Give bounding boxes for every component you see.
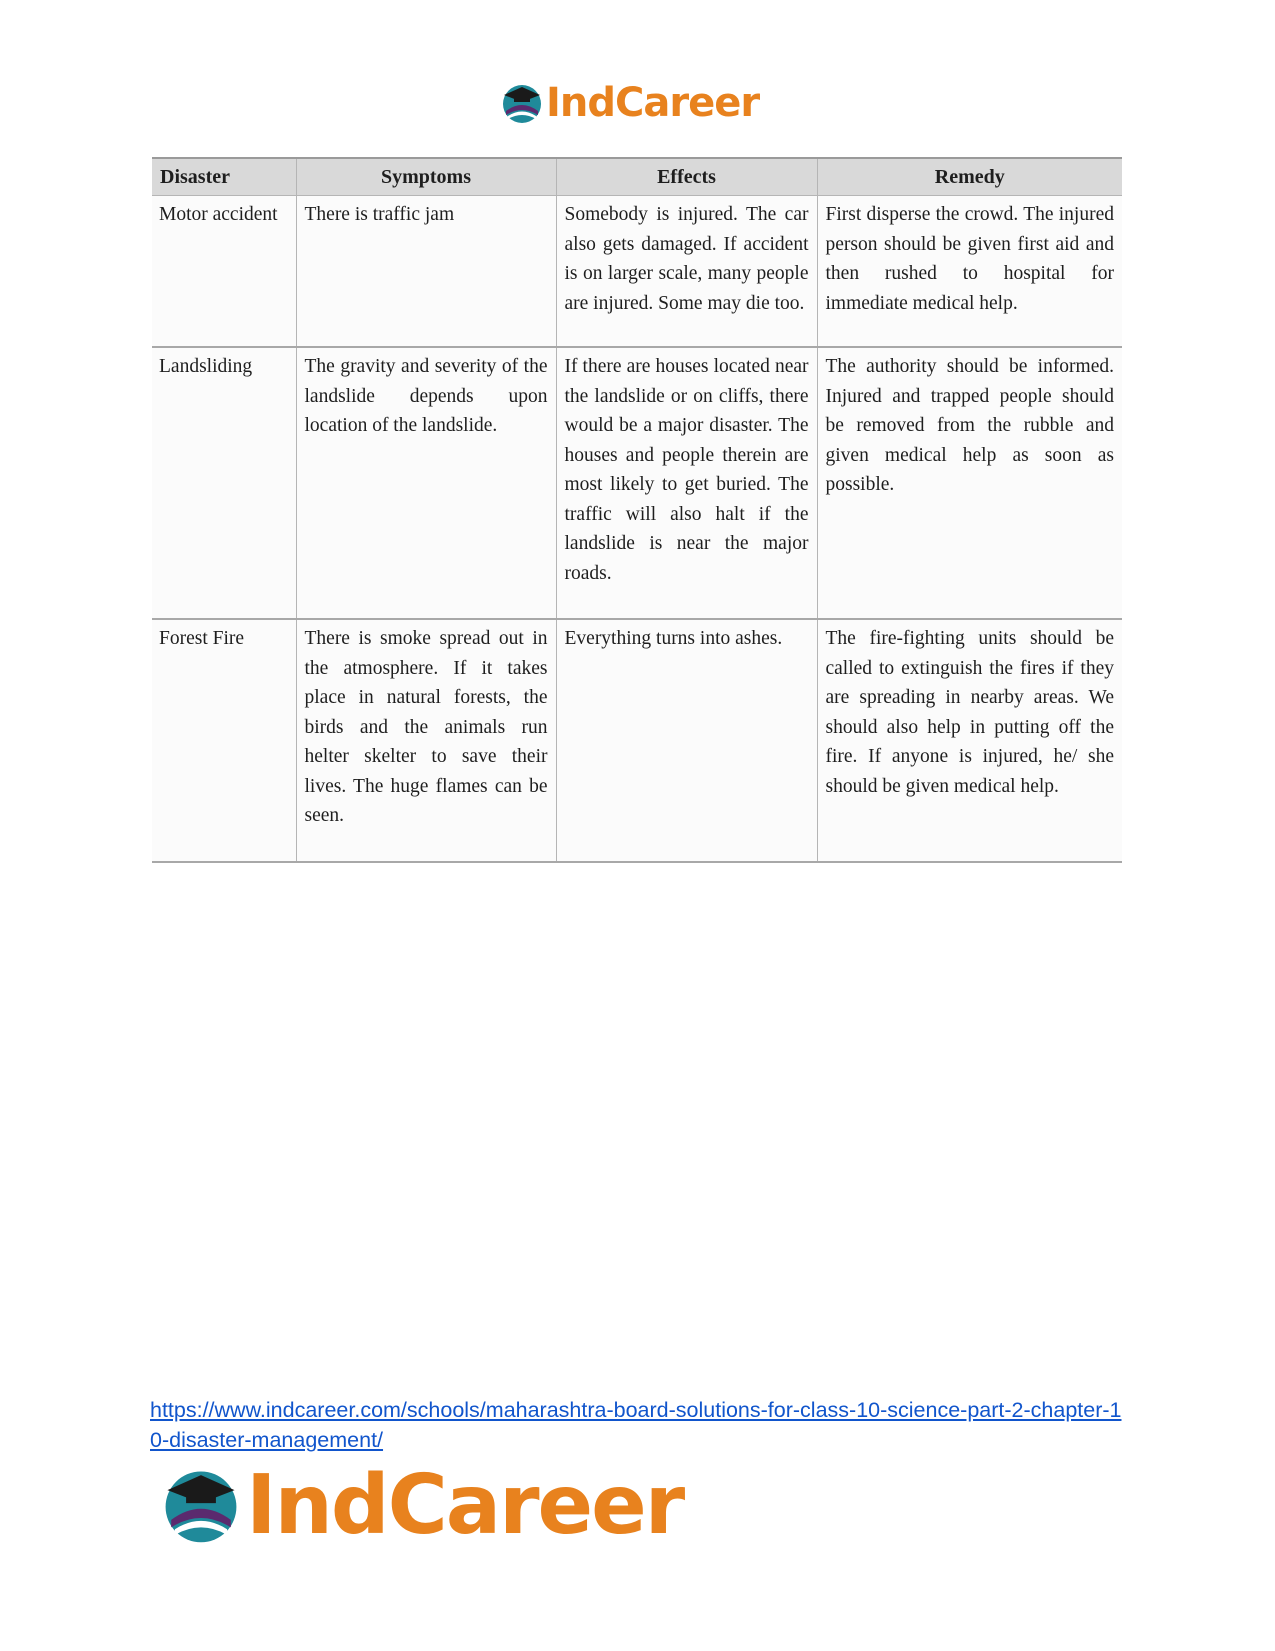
column-header-disaster: Disaster	[152, 158, 296, 196]
table-row	[152, 196, 1122, 348]
footer-logo	[160, 1457, 684, 1553]
cell-remedy: The authority should be informed. Injured and trapped people should be removed from the rubble and given medical help as soon as possible.	[817, 347, 1122, 619]
logo-wordmark: IndCareer	[546, 80, 760, 126]
graduation-cap-books-icon	[500, 81, 544, 125]
table-header-row	[152, 158, 1122, 196]
table-row	[152, 347, 1122, 619]
cell-effects: Everything turns into ashes.	[556, 619, 817, 862]
logo-wordmark: IndCareer	[246, 1457, 684, 1553]
cell-effects: Somebody is injured. The car also gets damaged. If accident is on larger scale, many people are injured. Some may die too.	[556, 196, 817, 348]
cell-disaster: Landsliding	[152, 347, 296, 619]
header-logo	[500, 78, 759, 128]
cell-disaster: Motor accident	[152, 196, 296, 348]
cell-disaster: Forest Fire	[152, 619, 296, 862]
graduation-cap-books-icon	[160, 1464, 242, 1546]
column-header-remedy: Remedy	[817, 158, 1122, 196]
column-header-symptoms: Symptoms	[296, 158, 556, 196]
cell-remedy: First disperse the crowd. The injured person should be given first aid and then rushed to hospital for immediate medical help.	[817, 196, 1122, 348]
column-header-effects: Effects	[556, 158, 817, 196]
table-row	[152, 619, 1122, 862]
cell-effects: If there are houses located near the landslide or on cliffs, there would be a major disaster. The houses and people therein are most likely to get buried. The traffic will also halt if the landslide is near the major roads.	[556, 347, 817, 619]
cell-symptoms: There is smoke spread out in the atmosphere. If it takes place in natural forests, the birds and the animals run helter skelter to save their lives. The huge flames can be seen.	[296, 619, 556, 862]
cell-symptoms: The gravity and severity of the landslide depends upon location of the landslide.	[296, 347, 556, 619]
source-link[interactable]: https://www.indcareer.com/schools/maharashtra-board-solutions-for-class-10-science-part-2-chapter-10-disaster-management/	[150, 1398, 1122, 1452]
disaster-table	[152, 157, 1122, 863]
cell-remedy: The fire-fighting units should be called to extinguish the fires if they are spreading in nearby areas. We should also help in putting off the fire. If anyone is injured, he/ she should be given medical help.	[817, 619, 1122, 862]
disaster-table-container	[152, 157, 1122, 863]
cell-symptoms: There is traffic jam	[296, 196, 556, 348]
